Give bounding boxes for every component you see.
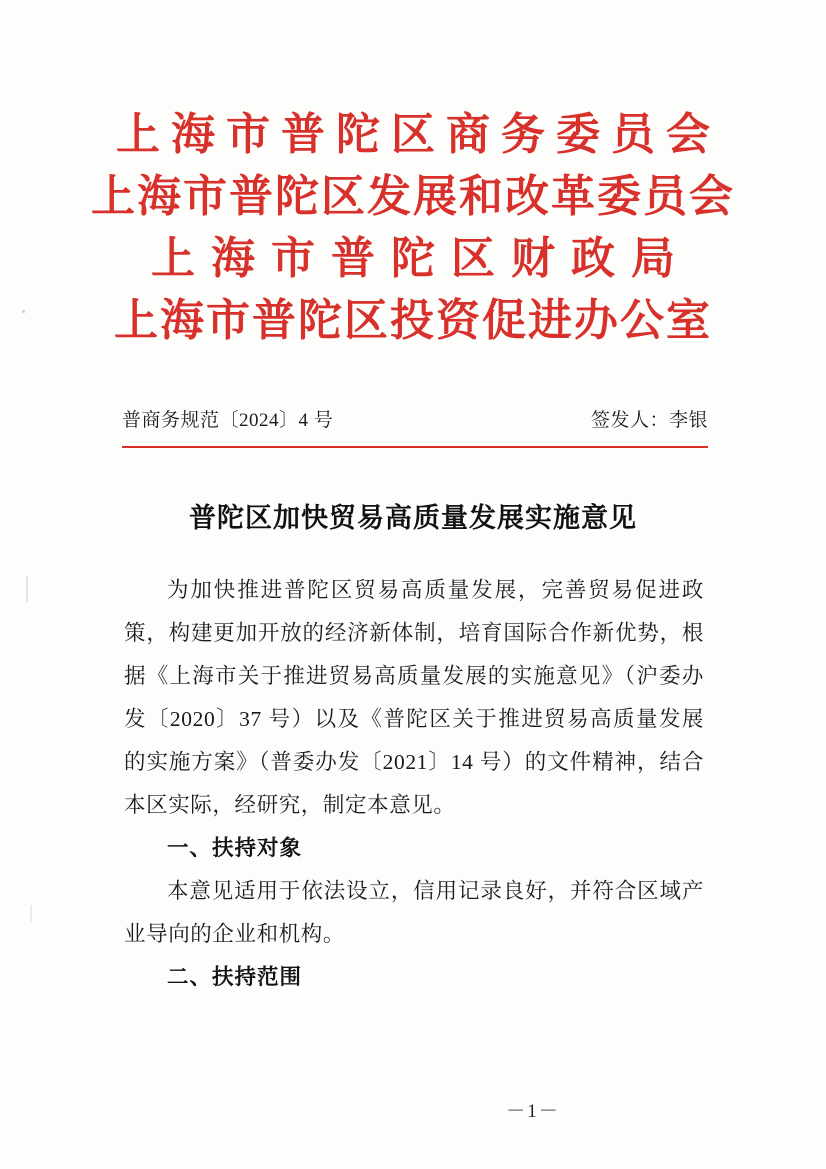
letterhead-line-4: 上海市普陀区投资促进办公室: [114, 296, 712, 345]
scan-artifact: [22, 310, 25, 313]
issuer-name: 签发人：李银: [590, 410, 708, 431]
section-heading-1: 一、扶持对象: [167, 836, 303, 860]
letterhead-line-1: 上海市普陀区商务委员会: [116, 110, 721, 159]
letterhead-line-2: 上海市普陀区发展和改革委员会: [91, 172, 735, 221]
scan-artifact: [30, 905, 32, 923]
body-paragraph-1: 为加快推进普陀区贸易高质量发展，完善贸易促进政策，构建更加开放的经济新体制，培育国际合作新优势，根据《上海市关于推进贸易高质量发展的实施意见》（沪委办发〔2020〕37 号）以及《普陀区关于推进贸易高质量发展的实施方案》（普委办发〔2021〕14 号）的文件精神，结合本区实际，经研究，制定本意见。: [124, 578, 704, 817]
letterhead-line-3: 上海市普陀区财政局: [151, 234, 691, 283]
section-heading-2: 二、扶持范围: [167, 965, 303, 989]
document-number-row: [0, 408, 826, 434]
page-number: －1－: [506, 1101, 560, 1122]
scan-artifact: [26, 576, 28, 602]
document-number: 普商务规范〔2024〕4 号: [122, 410, 334, 431]
red-divider-rule: [122, 446, 708, 448]
letterhead: [0, 0, 826, 352]
document-body: [0, 569, 826, 999]
body-paragraph-2: 本意见适用于依法设立，信用记录良好，并符合区域产业导向的企业和机构。: [124, 879, 704, 946]
page-title: 普陀区加快贸易高质量发展实施意见: [189, 503, 637, 533]
